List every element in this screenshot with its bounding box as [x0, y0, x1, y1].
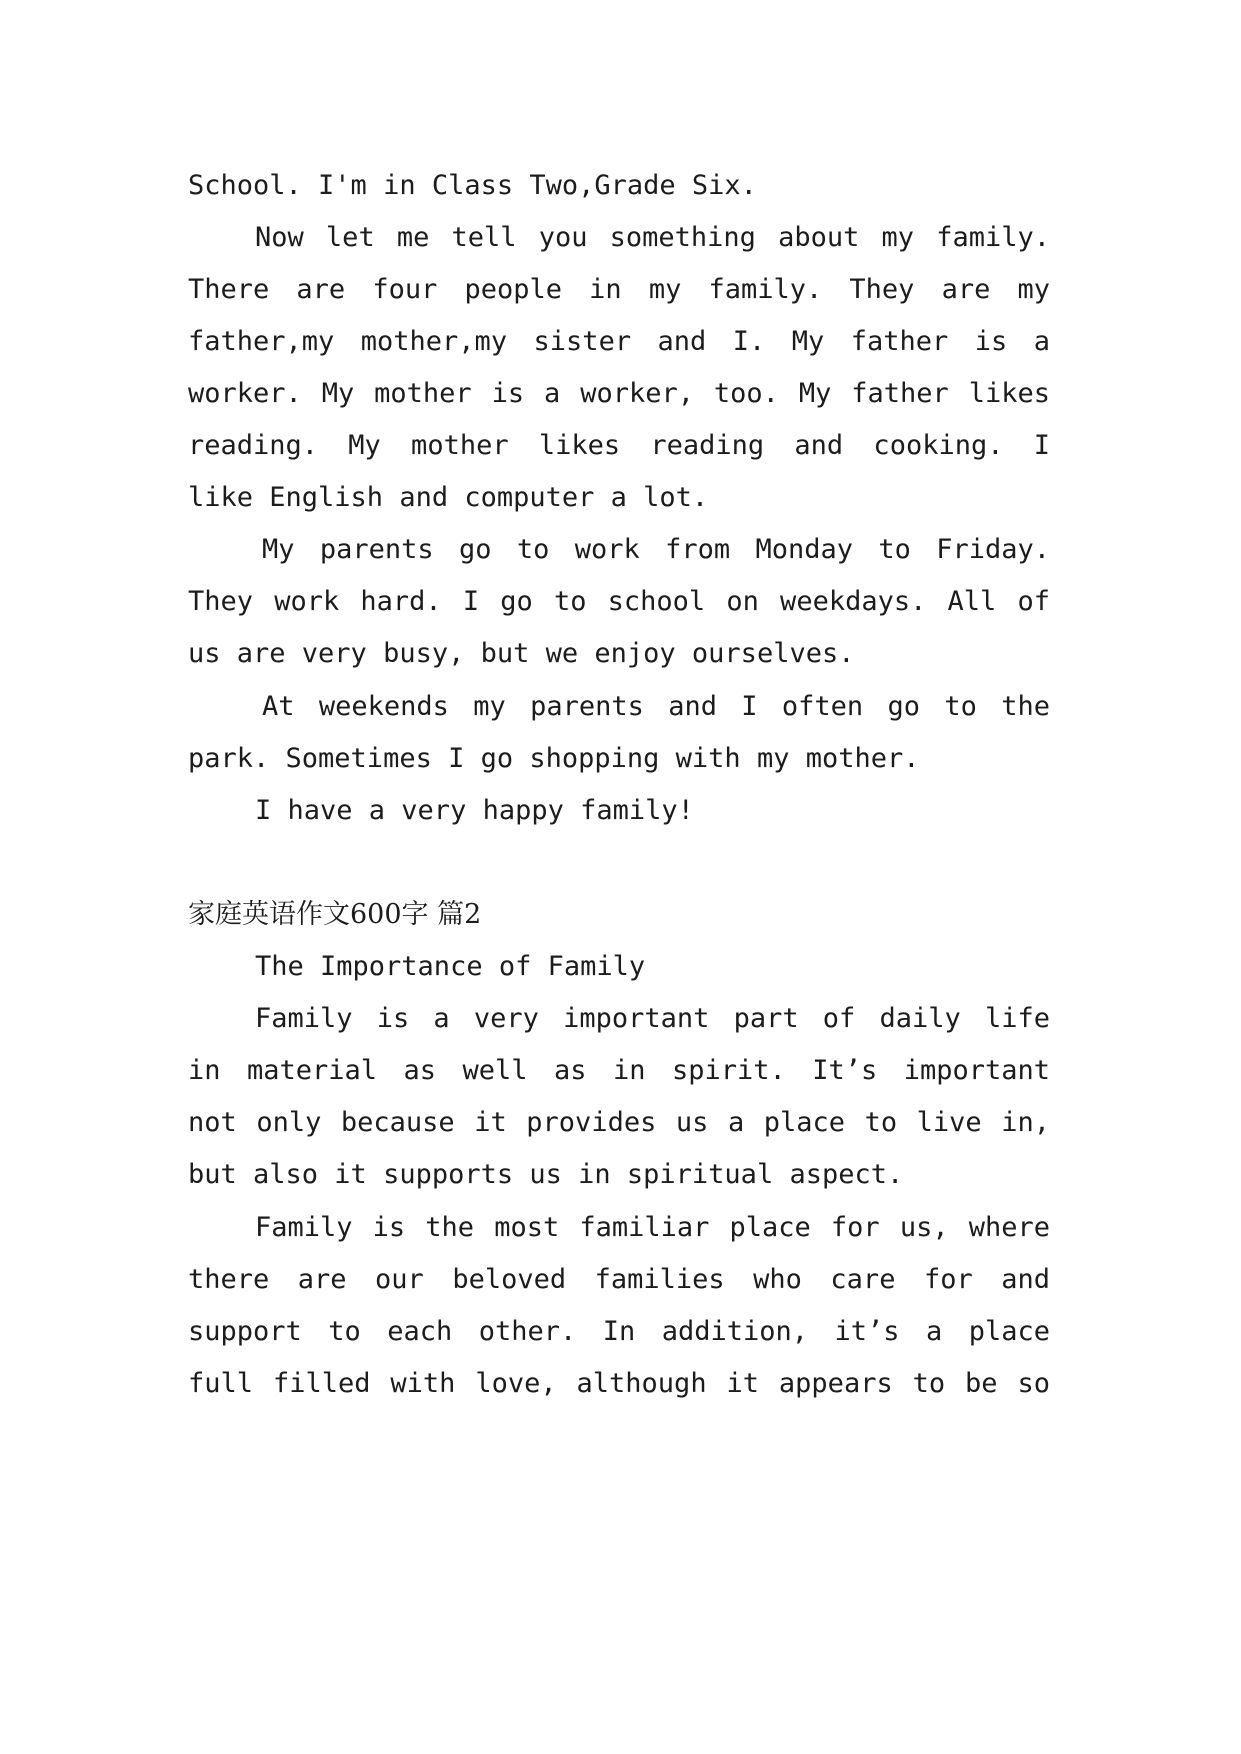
text-line: park. Sometimes I go shopping with my mother.: [188, 743, 920, 774]
paragraph-first-line: Family is the most familiar place for us, where: [255, 1212, 1050, 1243]
text-line: in material as well as in spirit. It’s important: [188, 1055, 1050, 1086]
text-line: worker. My mother is a worker, too. My father likes: [188, 378, 1050, 409]
essay-title: The Importance of Family: [255, 951, 646, 982]
text-line: us are very busy, but we enjoy ourselves.: [188, 638, 855, 669]
text-line: but also it supports us in spiritual aspect.: [188, 1159, 904, 1190]
section-heading: 家庭英语作文600字 篇2: [188, 899, 482, 930]
text-line: not only because it provides us a place to live in,: [188, 1107, 1050, 1138]
paragraph-first-line: My parents go to work from Monday to Friday.: [262, 534, 1050, 565]
paragraph-first-line: At weekends my parents and I often go to the: [262, 691, 1050, 722]
text-line: like English and computer a lot.: [188, 482, 709, 513]
paragraph-first-line: Family is a very important part of daily life: [255, 1003, 1050, 1034]
text-line: full filled with love, although it appears to be so: [188, 1368, 1050, 1399]
text-line: School. I'm in Class Two,Grade Six.: [188, 170, 757, 201]
text-line: They work hard. I go to school on weekdays. All of: [188, 586, 1050, 617]
text-line: reading. My mother likes reading and cooking. I: [188, 430, 1050, 461]
paragraph-first-line: Now let me tell you something about my family.: [255, 222, 1050, 253]
text-line: there are our beloved families who care for and: [188, 1264, 1050, 1295]
text-line: father,my mother,my sister and I. My father is a: [188, 326, 1050, 357]
text-line: support to each other. In addition, it’s a place: [188, 1316, 1050, 1347]
closing-line: I have a very happy family!: [255, 795, 694, 826]
text-line: There are four people in my family. They are my: [188, 274, 1050, 305]
